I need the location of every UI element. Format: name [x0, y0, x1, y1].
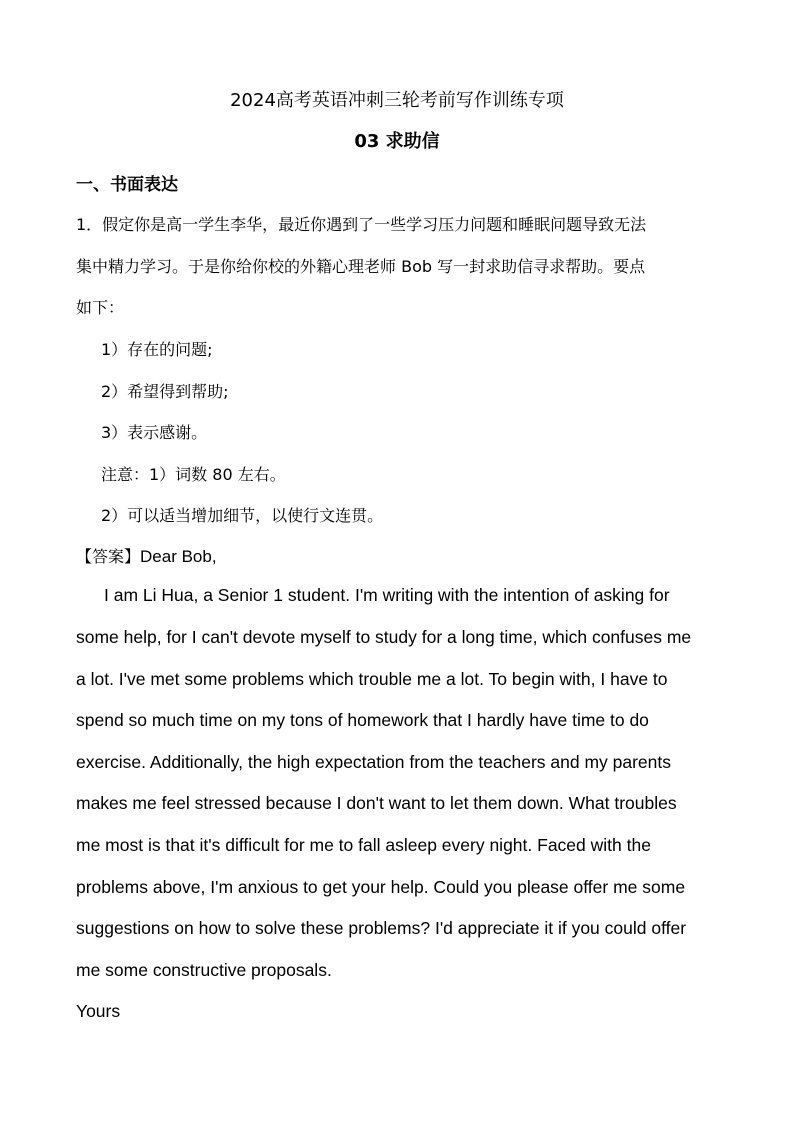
section-heading: 一、书面表达: [76, 175, 178, 195]
letter-line: some help, for I can't devote myself to study for a long time, which confuses me: [76, 627, 692, 647]
note-line: 2）可以适当增加细节，以使行文连贯。: [101, 506, 384, 525]
requirement-point: 3）表示感谢。: [101, 423, 208, 442]
letter-line: suggestions on how to solve these problems? I'd appreciate it if you could offer: [76, 918, 687, 938]
letter-line: spend so much time on my tons of homework that I hardly have time to do: [76, 710, 649, 730]
prompt-line: 如下：: [76, 298, 125, 317]
letter-line: me some constructive proposals.: [76, 960, 332, 980]
letter-line: makes me feel stressed because I don't want to let them down. What troubles: [76, 793, 677, 813]
prompt-line: 1．假定你是高一学生李华，最近你遇到了一些学习压力问题和睡眠问题导致无法: [76, 215, 647, 234]
requirement-point: 2）希望得到帮助;: [101, 382, 229, 401]
answer-label: 【答案】: [76, 547, 141, 566]
note-line: 注意：1）词数 80 左右。: [101, 465, 286, 484]
answer-line: [76, 544, 217, 567]
letter-line: a lot. I've met some problems which trouble me a lot. To begin with, I have to: [76, 669, 668, 689]
document-title: 2024高考英语冲刺三轮考前写作训练专项: [230, 90, 564, 111]
letter-line: me most is that it's difficult for me to fall asleep every night. Faced with the: [76, 835, 651, 855]
letter-line: I am Li Hua, a Senior 1 student. I'm writing with the intention of asking for: [104, 585, 670, 605]
letter-closing: Yours: [76, 1001, 121, 1021]
letter-line: problems above, I'm anxious to get your help. Could you please offer me some: [76, 877, 686, 897]
letter-salutation: Dear Bob,: [140, 547, 217, 566]
requirement-point: 1）存在的问题;: [101, 340, 213, 359]
letter-line: exercise. Additionally, the high expectation from the teachers and my parents: [76, 752, 672, 772]
prompt-line: 集中精力学习。于是你给你校的外籍心理老师 Bob 写一封求助信寻求帮助。要点: [76, 257, 646, 276]
document-subtitle: 03 求助信: [354, 131, 440, 152]
